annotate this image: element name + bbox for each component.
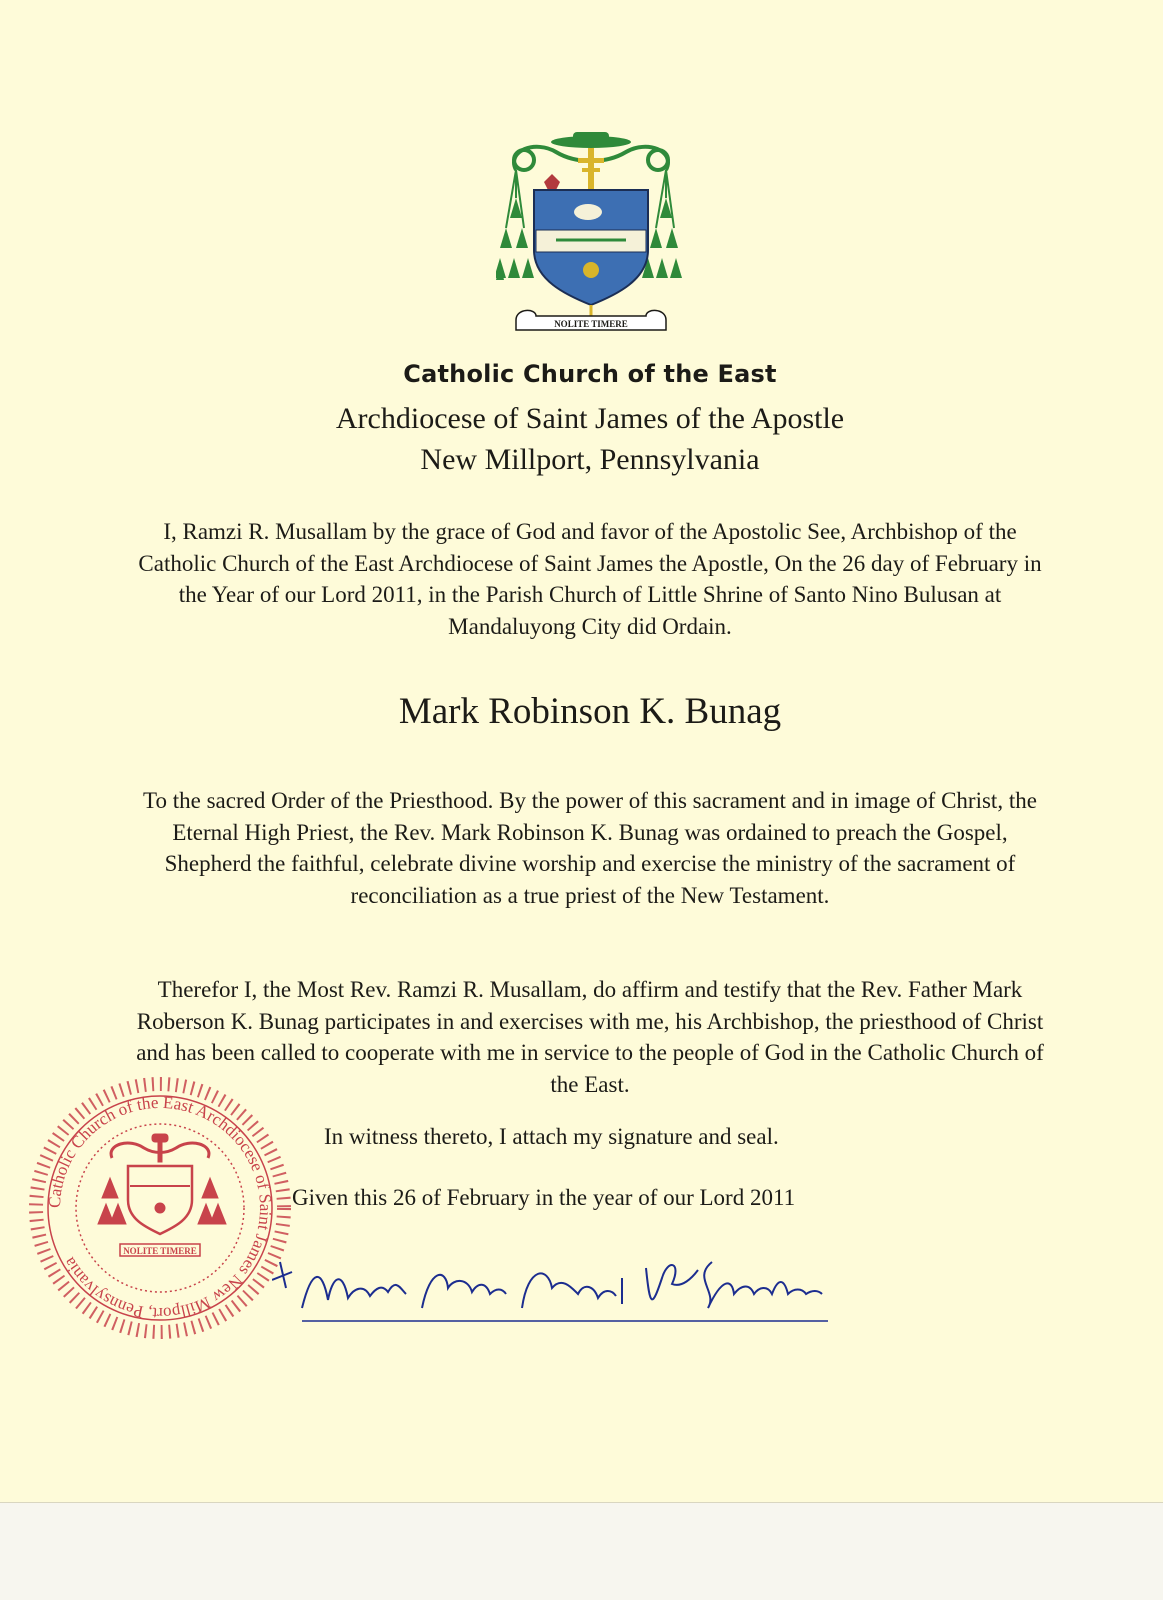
archdiocese-seal-icon [20,1068,300,1348]
affirmation-paragraph: Therefor I, the Most Rev. Ramzi R. Musallam, do affirm and testify that the Rev. Father Mark Roberson K. Bunag participates in and exercises with me, his Archbishop, the priesthood of Christ and has been called to cooperate with me in service to the people of God in the Catholic Church of the East. [136,977,1044,1097]
svg-text:Catholic Church of the East Ar: Catholic Church of the East Archdiocese of Saint James New Millport, Pennsylvania [44,1092,276,1324]
ordination-paragraph: I, Ramzi R. Musallam by the grace of God and favor of the Apostolic See, Archbishop of the Catholic Church of the East Archdiocese of Saint James the Apostle, On the 26 day of February in the Year of our Lord 2011, in the Parish Church of Little Shrine of Santo Nino Bulusan at Mandaluyong City did Ordain. [138,519,1042,639]
priesthood-paragraph: To the sacred Order of the Priesthood. By the power of this sacrament and in image of Christ, the Eternal High Priest, the Rev. Mark Robinson K. Bunag was ordained to preach the Gospel, Shepherd the faithful, celebrate divine worship and exercise the ministry of the sacrament of reconciliation as a true priest of the New Testament. [143,788,1037,908]
church-name: Catholic Church of the East [403,360,777,388]
given-date: Given this 26 of February in the year of our Lord 2011 [292,1185,796,1210]
archdiocese-name: Archdiocese of Saint James of the Apostle [335,402,845,435]
ordinand-name: Mark Robinson K. Bunag [398,691,782,732]
witness-statement: In witness thereto, I attach my signature and seal. [324,1124,779,1149]
location: New Millport, Pennsylvania [420,443,760,476]
crest-motto: NOLITE TIMERE [554,319,628,329]
coat-of-arms-icon [496,130,686,340]
signature-icon [272,1248,852,1328]
svg-text:NOLITE TIMERE: NOLITE TIMERE [123,1246,197,1256]
